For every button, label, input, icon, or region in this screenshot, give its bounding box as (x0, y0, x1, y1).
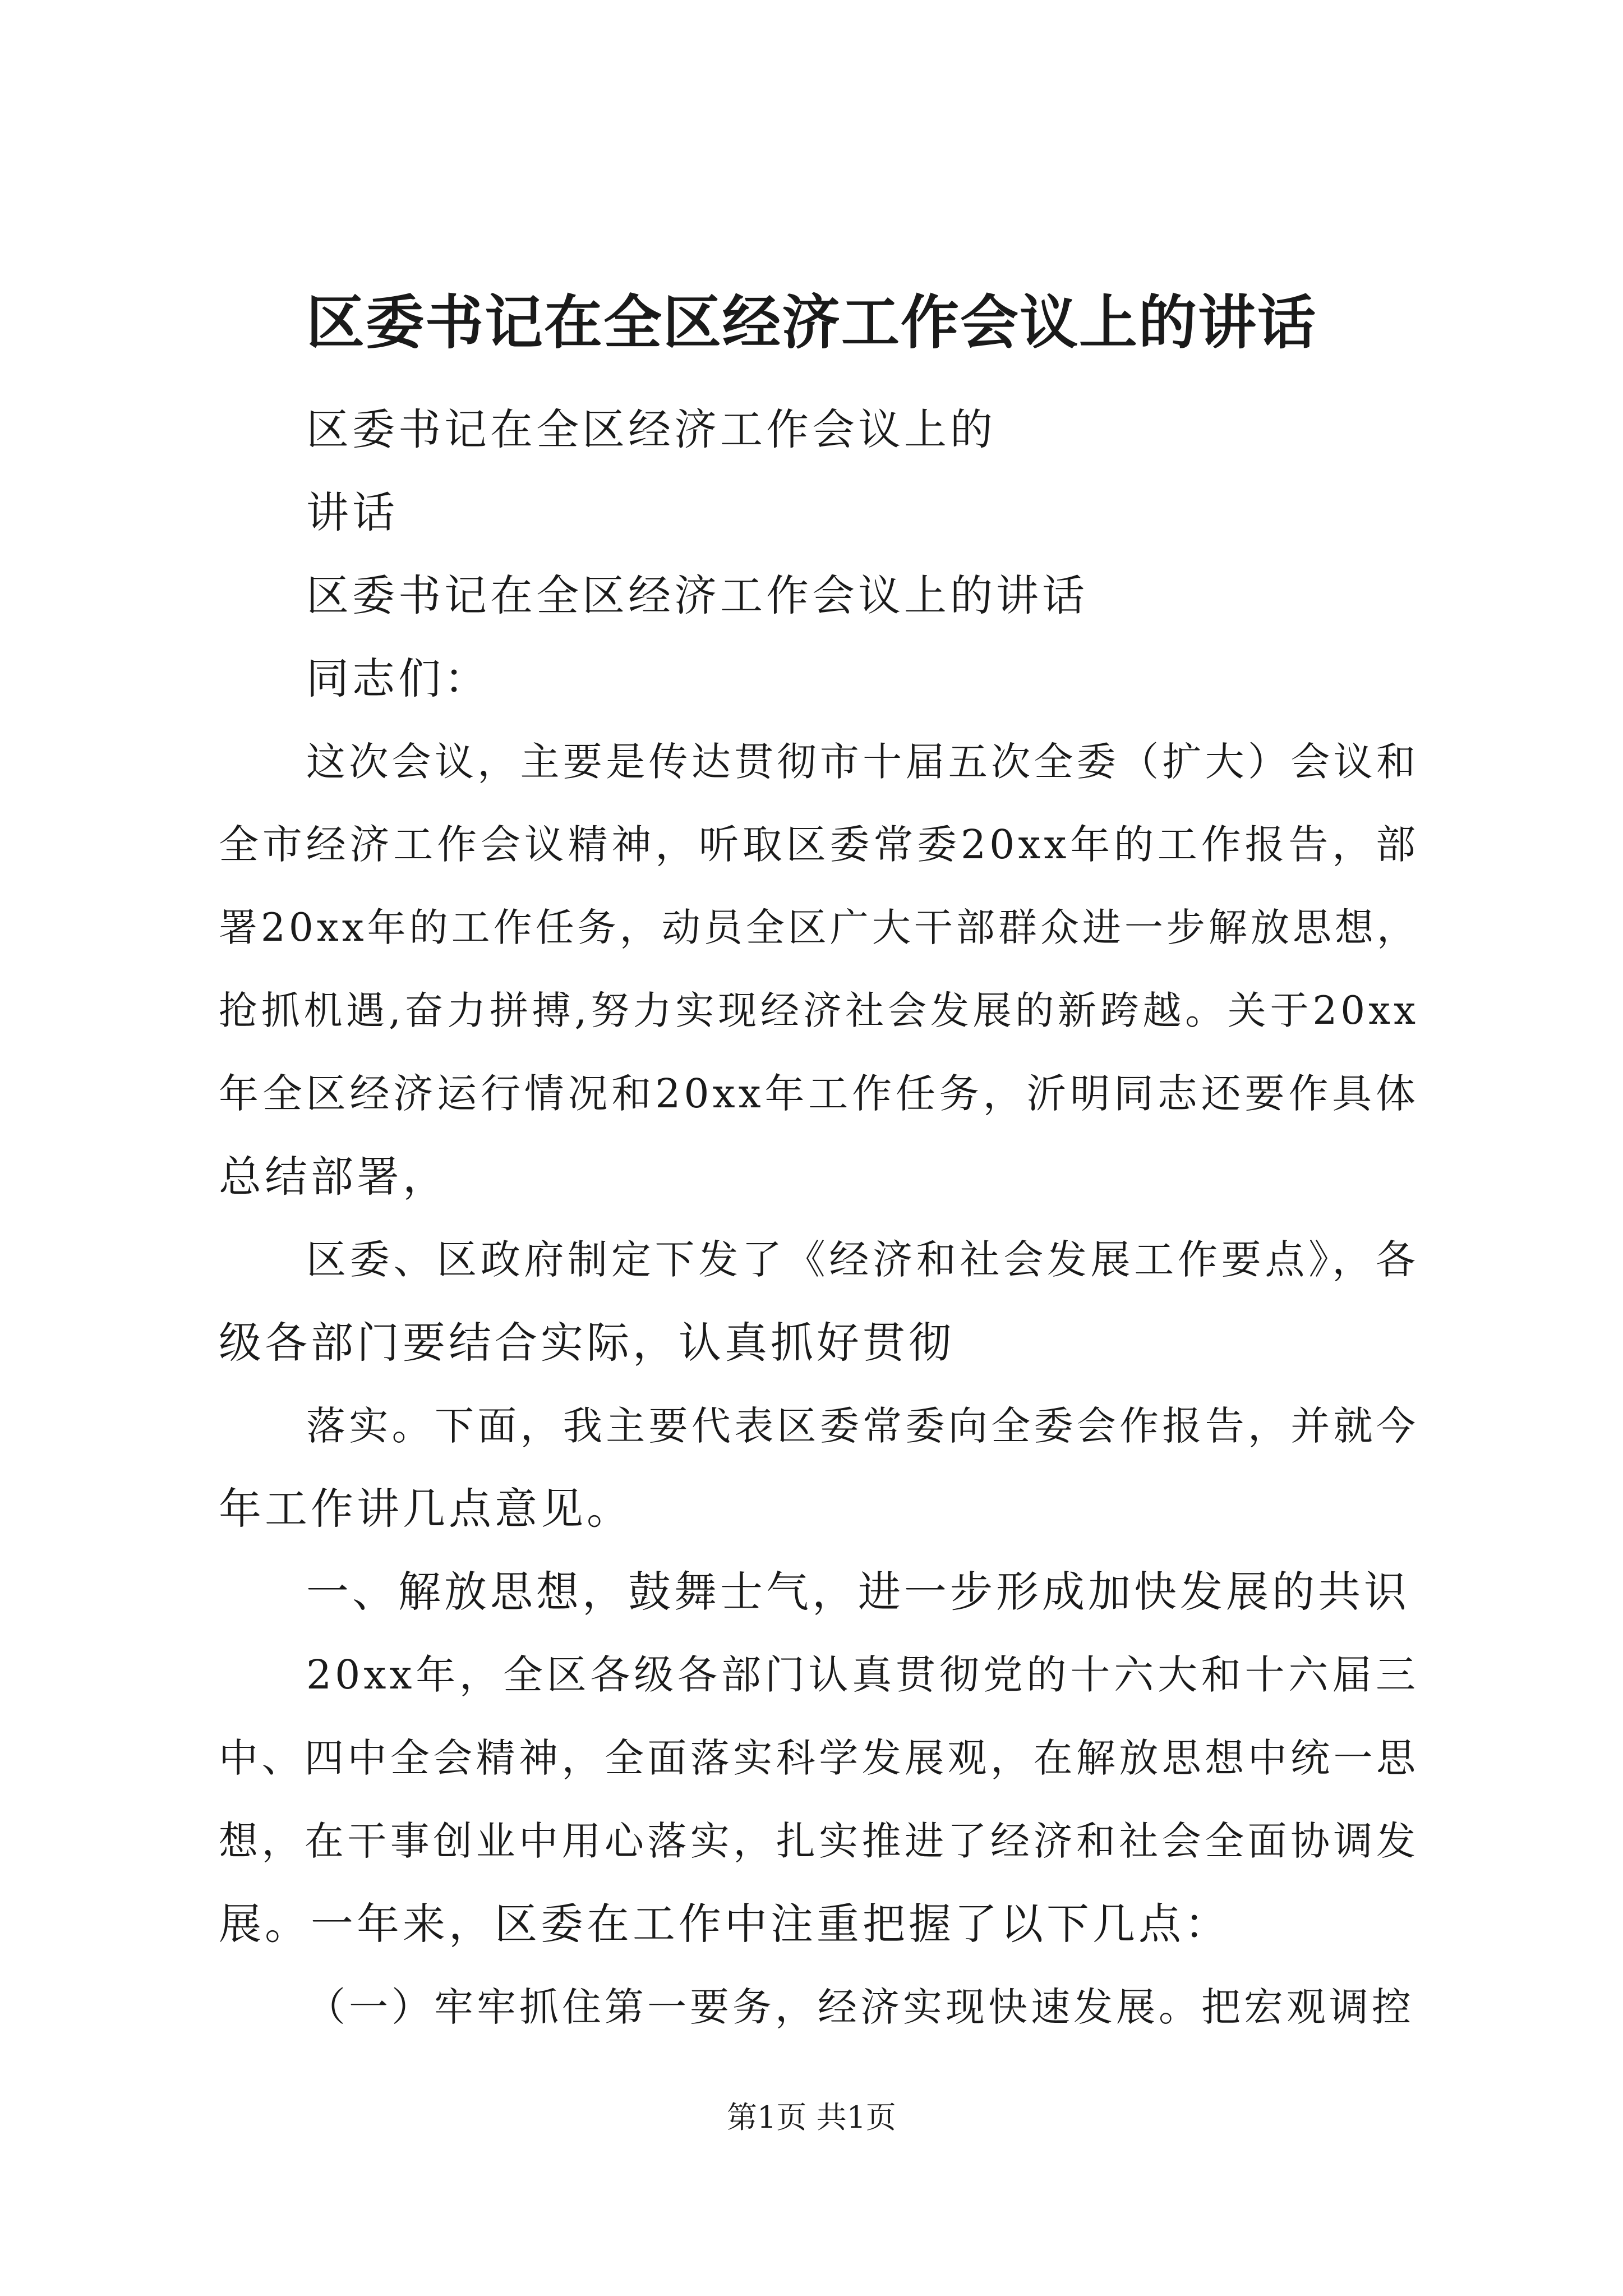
document-body (219, 388, 1419, 2049)
document-title: 区委书记在全区经济工作会议上的讲话 (306, 288, 1317, 357)
text-line: 区委书记在全区经济工作会议上的讲话 (306, 570, 1088, 620)
text-line: 20xx年，全区各级各部门认真贯彻党的十六大和十六届三 (306, 1651, 1419, 1698)
text-line: 这次会议，主要是传达贯彻市十届五次全委（扩大）会议和 (306, 739, 1419, 785)
text-line: 中、四中全会精神，全面落实科学发展观，在解放思想中统一思 (219, 1735, 1419, 1781)
text-line: 署20xx年的工作任务，动员全区广大干部群众进一步解放思想， (219, 905, 1419, 950)
text-line: 展。一年来，区委在工作中注重把握了以下几点： (219, 1899, 1230, 1949)
text-line: 总结部署， (219, 1152, 449, 1202)
text-line: 同志们： (306, 654, 490, 703)
text-line: 落实。下面，我主要代表区委常委向全委会作报告，并就今 (306, 1403, 1419, 1449)
text-line: 级各部门要结合实际，认真抓好贯彻 (219, 1318, 955, 1368)
text-line: 全市经济工作会议精神，听取区委常委20xx年的工作报告，部 (219, 821, 1419, 868)
text-line: 一、解放思想，鼓舞士气，进一步形成加快发展的共识 (306, 1567, 1410, 1617)
text-line: 区委书记在全区经济工作会议上的 (306, 404, 996, 454)
text-line: 年全区经济运行情况和20xx年工作任务，沂明同志还要作具体 (219, 1070, 1419, 1117)
text-line: 年工作讲几点意见。 (219, 1484, 633, 1534)
text-line: 区委、区政府制定下发了《经济和社会发展工作要点》，各 (306, 1236, 1419, 1283)
text-line: 抢抓机遇,奋力拼搏,努力实现经济社会发展的新跨越。关于20xx (219, 988, 1419, 1033)
text-line: 讲话 (306, 487, 398, 537)
text-line: （一）牢牢抓住第一要务，经济实现快速发展。把宏观调控 (306, 1984, 1414, 2030)
text-line: 想，在干事创业中用心落实，扎实推进了经济和社会全面协调发 (219, 1818, 1419, 1864)
page-footer: 第1页 共1页 (727, 2100, 896, 2135)
